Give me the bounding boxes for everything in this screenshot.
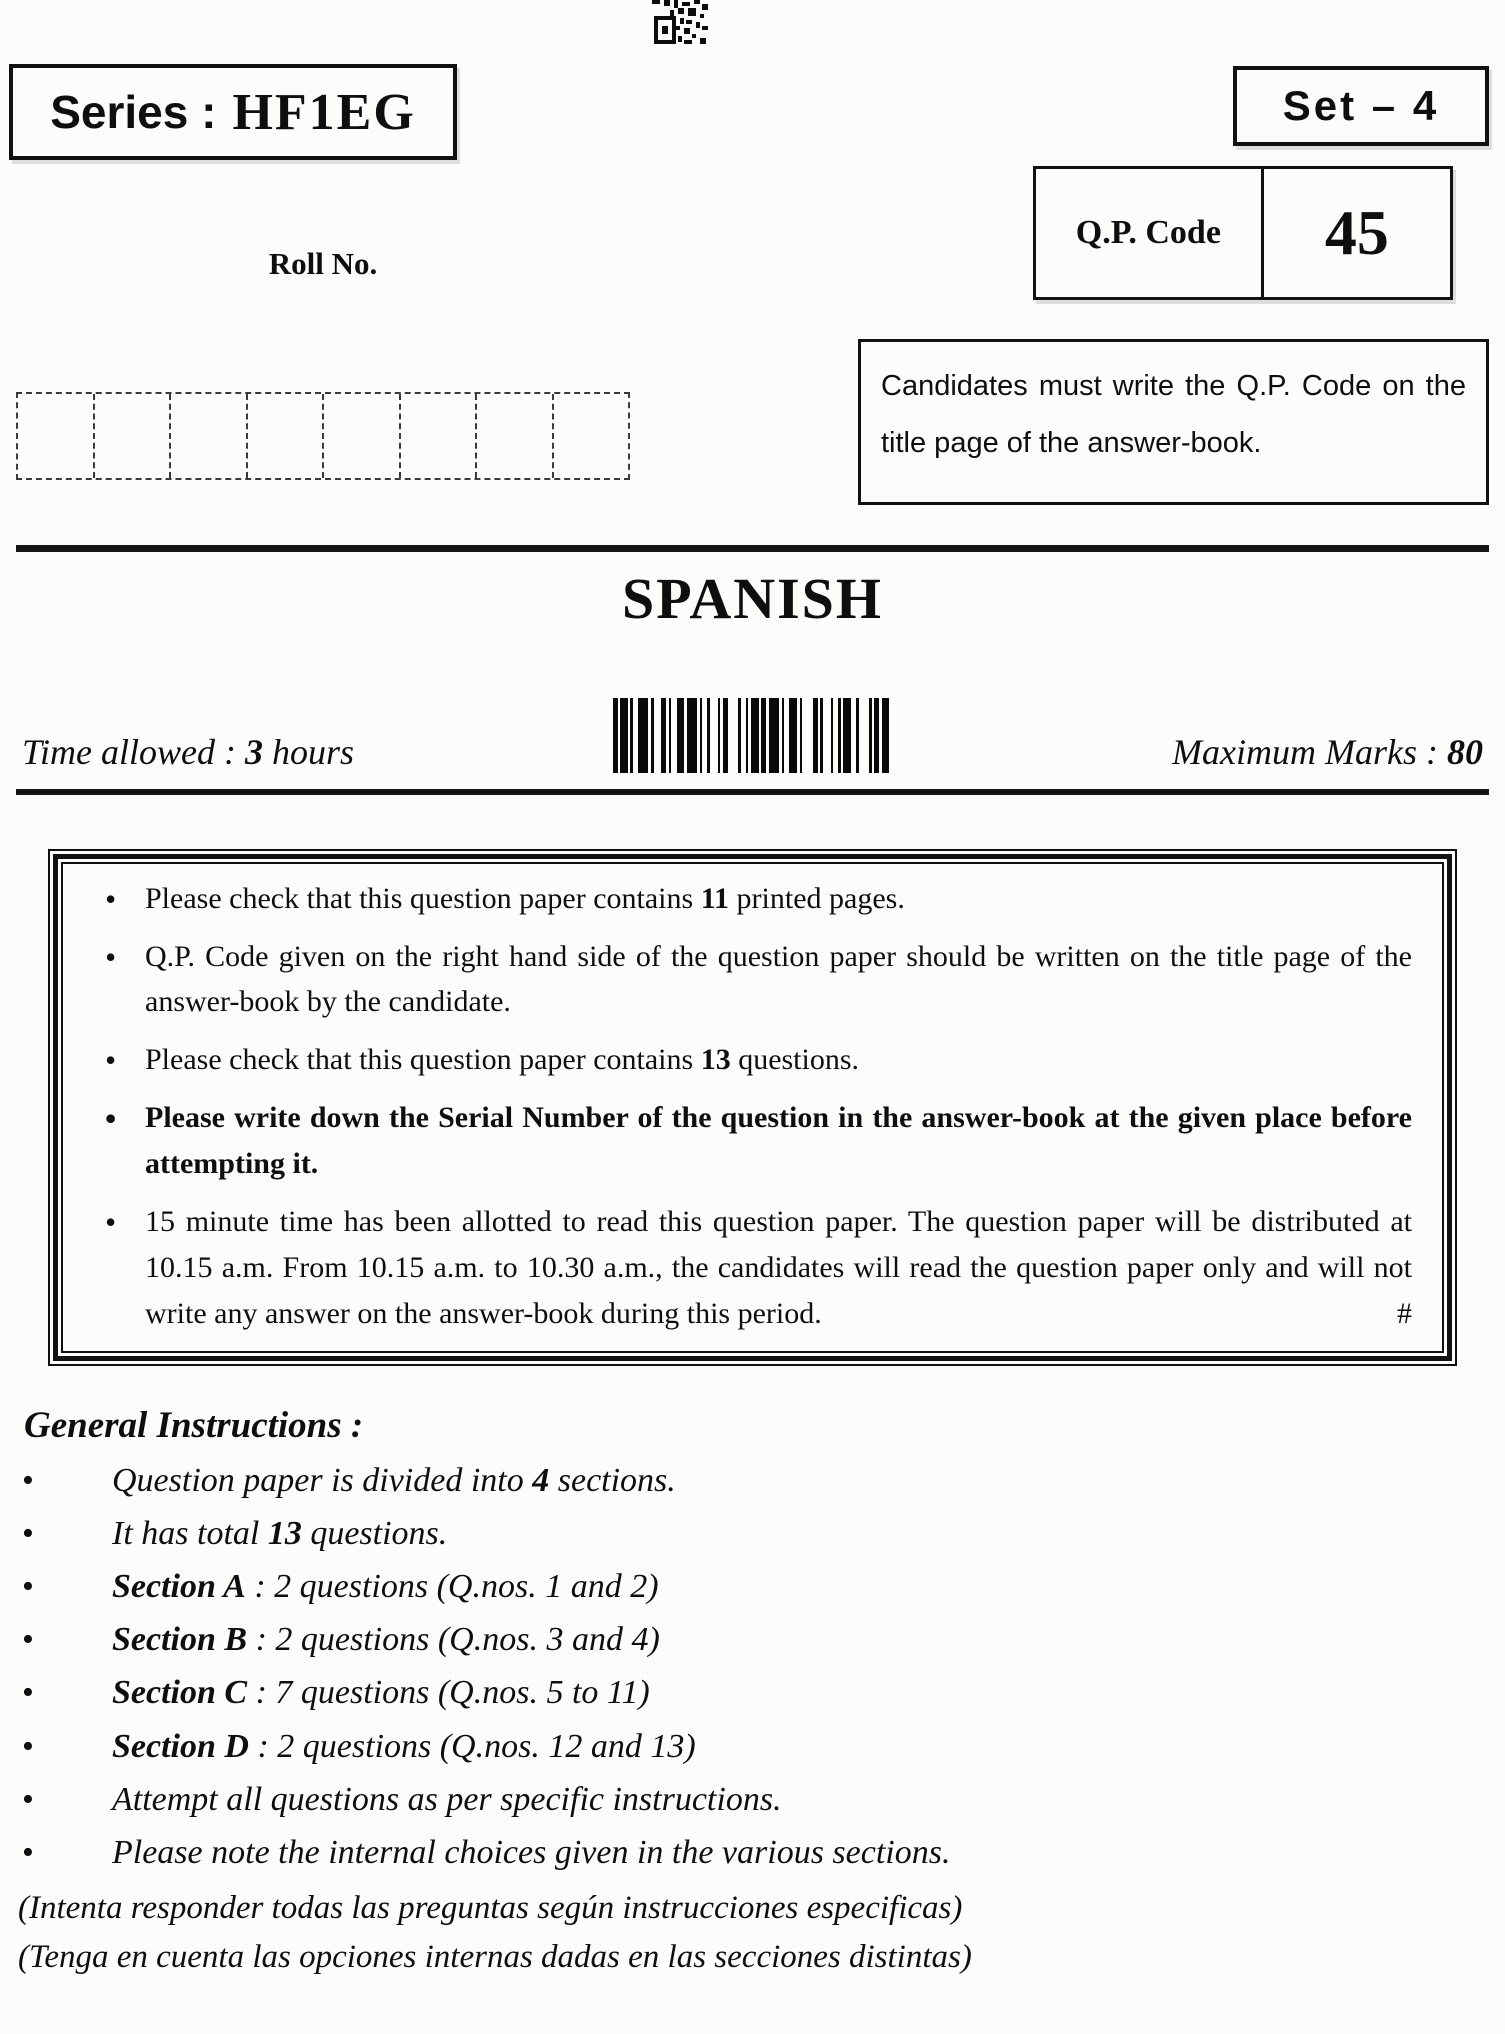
subject-title: SPANISH bbox=[621, 566, 884, 631]
roll-number-cell bbox=[95, 394, 172, 478]
notice-list bbox=[93, 876, 1412, 1337]
divider-rule-bottom bbox=[16, 789, 1489, 795]
instruction-item: • Section D : 2 questions (Q.nos. 12 and 13) bbox=[0, 1725, 1505, 1769]
qp-code-box bbox=[1033, 166, 1453, 300]
maximum-marks-text: Maximum Marks : 80 bbox=[1172, 731, 1483, 772]
general-instructions-heading: General Instructions : bbox=[24, 1404, 364, 1446]
instruction-item: • Section B : 2 questions (Q.nos. 3 and 4) bbox=[0, 1618, 1505, 1662]
spanish-notes bbox=[0, 1887, 1505, 1979]
notice-item: • Please write down the Serial Number of the question in the answer-book at the given place before attempting it. bbox=[93, 1095, 1412, 1187]
header-section bbox=[0, 0, 1505, 545]
instruction-item: • Section C : 7 questions (Q.nos. 5 to 11) bbox=[0, 1671, 1505, 1715]
notice-item: • Please check that this question paper contains 13 questions. bbox=[93, 1037, 1412, 1083]
hash-mark: # bbox=[1397, 1296, 1412, 1330]
candidates-note-text: Candidates must write the Q.P. Code on the title page of the answer-book. bbox=[881, 370, 1466, 459]
spanish-note-line: (Intenta responder todas las preguntas según instrucciones especificas) bbox=[18, 1890, 963, 1927]
notice-item: • Q.P. Code given on the right hand side of the question paper should be written on the title page of the answer-book by the candidate. bbox=[93, 934, 1412, 1026]
divider-rule-top bbox=[16, 545, 1489, 552]
qp-code-label: Q.P. Code bbox=[1036, 169, 1264, 297]
instruction-item: • Attempt all questions as per specific instructions. bbox=[0, 1778, 1505, 1822]
notice-item: • 15 minute time has been allotted to read this question paper. The question paper will be distributed at 10.15 a.m. From 10.15 a.m. to 10.30 a.m., the candidates will read the question paper only and will not write any answer on the answer-book during this period. # bbox=[93, 1199, 1412, 1337]
roll-number-cell bbox=[248, 394, 325, 478]
series-code-box bbox=[9, 64, 457, 160]
candidates-note-box bbox=[858, 339, 1489, 505]
instruction-item: • Section A : 2 questions (Q.nos. 1 and 2) bbox=[0, 1565, 1505, 1609]
spanish-note-line: (Tenga en cuenta las opciones internas dadas en las secciones distintas) bbox=[18, 1939, 972, 1976]
roll-number-cell bbox=[171, 394, 248, 478]
instruction-item: • Question paper is divided into 4 sections. bbox=[0, 1459, 1505, 1503]
notice-item: • Please check that this question paper contains 11 printed pages. bbox=[93, 876, 1412, 922]
roll-number-cell bbox=[477, 394, 554, 478]
roll-number-cell bbox=[324, 394, 401, 478]
series-code-value: HF1EG bbox=[232, 83, 416, 141]
barcode bbox=[613, 698, 893, 773]
roll-number-cell bbox=[401, 394, 478, 478]
series-label: Series : bbox=[50, 86, 217, 138]
meta-row bbox=[16, 633, 1489, 789]
roll-number-cell bbox=[554, 394, 629, 478]
set-number-box bbox=[1233, 66, 1489, 146]
notice-box bbox=[48, 849, 1457, 1366]
instruction-item: • Please note the internal choices given in the various sections. bbox=[0, 1831, 1505, 1875]
qp-code-value: 45 bbox=[1324, 197, 1389, 268]
roll-no-label: Roll No. bbox=[268, 246, 378, 281]
set-label: Set – 4 bbox=[1282, 82, 1440, 129]
qr-code-icon bbox=[652, 0, 708, 48]
roll-number-cell bbox=[18, 394, 95, 478]
instruction-item: • It has total 13 questions. bbox=[0, 1512, 1505, 1556]
roll-number-grid bbox=[16, 392, 630, 480]
time-allowed-text: Time allowed : 3 hours bbox=[22, 731, 355, 772]
general-instructions-list bbox=[0, 1459, 1505, 1876]
